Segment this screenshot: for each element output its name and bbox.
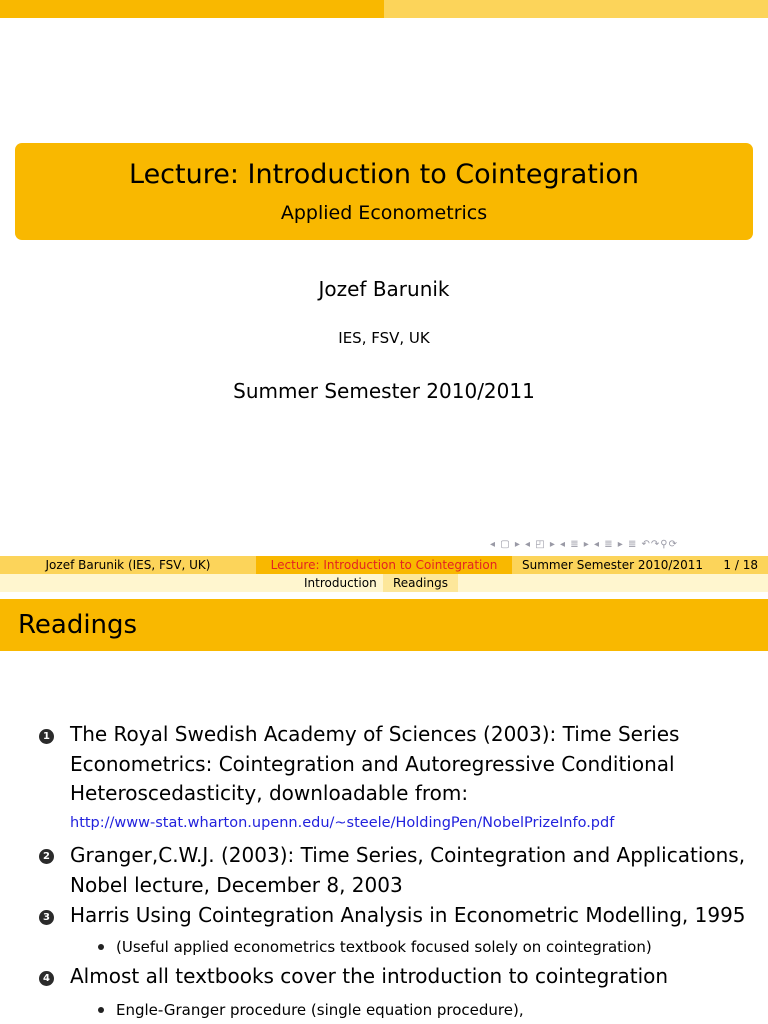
top-bar-left (0, 0, 384, 18)
footer-date-block (512, 556, 768, 574)
reading-item-4-sub: Engle-Granger procedure (single equation procedure), (116, 1001, 524, 1019)
frame-title: Readings (18, 610, 138, 640)
slide-title: Lecture: Introduction to Cointegration (129, 159, 639, 190)
footer-author: Jozef Barunik (IES, FSV, UK) (0, 556, 256, 574)
date: Summer Semester 2010/2011 (233, 379, 535, 403)
beamer-navigation-icons[interactable]: ◂ ▢ ▸ ◂ ◰ ▸ ◂ ≣ ▸ ◂ ≣ ▸ ≣ ↶↷⚲⟳ (490, 539, 678, 550)
footer (0, 556, 768, 574)
enum-marker-3: 3 (39, 910, 54, 925)
slide-subtitle: Applied Econometrics (280, 202, 488, 224)
reading-item-3-line-1: Harris Using Cointegration Analysis in Econometric Modelling, 1995 (70, 903, 746, 927)
footer-title[interactable]: Lecture: Introduction to Cointegration (256, 556, 512, 574)
nobel-prize-info-link[interactable]: http://www-stat.wharton.upenn.edu/~steele/HoldingPen/NobelPrizeInfo.pdf (70, 815, 615, 831)
reading-item-2-line-2: Nobel lecture, December 8, 2003 (70, 872, 403, 897)
enum-marker-2: 2 (39, 849, 54, 864)
author: Jozef Barunik (318, 277, 450, 301)
reading-item-2-line-1: Granger,C.W.J. (2003): Time Series, Cointegration and Applications, (70, 843, 746, 867)
nav-subsection-readings[interactable]: Readings (383, 574, 458, 592)
enum-marker-1: 1 (39, 729, 54, 744)
section-navigation (0, 574, 768, 592)
reading-item-3-sub: (Useful applied econometrics textbook focused solely on cointegration) (116, 938, 652, 956)
institute: IES, FSV, UK (338, 329, 430, 347)
reading-item-1-line-3: Heteroscedasticity, downloadable from: (70, 781, 469, 805)
nav-section-introduction[interactable]: Introduction (304, 576, 377, 590)
footer-page-number: 1 / 18 (723, 558, 758, 572)
enum-marker-4: 4 (39, 971, 54, 986)
top-bar-right (384, 0, 768, 18)
bullet-icon (98, 1007, 104, 1013)
reading-item-1-line-2: Econometrics: Cointegration and Autoregressive Conditional (70, 751, 675, 776)
bullet-icon (98, 944, 104, 950)
reading-item-4-line-1: Almost all textbooks cover the introduction to cointegration (70, 964, 669, 988)
reading-item-1-line-1: The Royal Swedish Academy of Sciences (2003): Time Series (70, 722, 680, 746)
footer-date: Summer Semester 2010/2011 (522, 558, 704, 572)
